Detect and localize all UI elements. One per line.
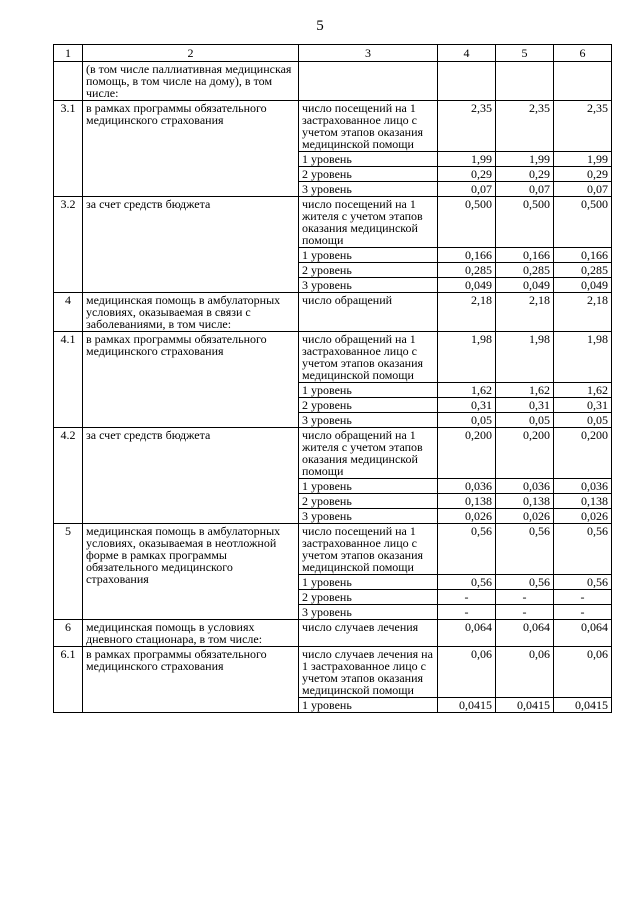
header-col-3: 3 — [299, 45, 438, 62]
row-value-col5: 1,98 — [496, 332, 554, 383]
row-number: 4 — [54, 293, 83, 332]
level-value-col5: 0,049 — [496, 278, 554, 293]
level-label: 2 уровень — [299, 263, 438, 278]
level-value-col4: 1,99 — [438, 152, 496, 167]
table-row — [54, 197, 612, 248]
row-name: медицинская помощь в амбулаторных условиях, оказываемая в связи с заболеваниями, в том числе: — [83, 293, 299, 332]
level-label: 3 уровень — [299, 509, 438, 524]
row-unit — [299, 62, 438, 101]
level-value-col5: - — [496, 590, 554, 605]
row-value-col6: 0,500 — [554, 197, 612, 248]
level-value-col5: 0,29 — [496, 167, 554, 182]
page-number: 5 — [316, 18, 324, 34]
row-number: 6 — [54, 620, 83, 647]
table-row — [54, 332, 612, 383]
level-value-col5: 1,62 — [496, 383, 554, 398]
level-label: 2 уровень — [299, 398, 438, 413]
table-row — [54, 101, 612, 152]
table-row — [54, 647, 612, 698]
row-value-col5 — [496, 62, 554, 101]
level-label: 1 уровень — [299, 698, 438, 713]
row-value-col5: 0,500 — [496, 197, 554, 248]
row-value-col4: 0,064 — [438, 620, 496, 647]
header-row — [54, 45, 612, 62]
level-label: 1 уровень — [299, 248, 438, 263]
level-value-col4: 0,29 — [438, 167, 496, 182]
level-value-col5: 0,07 — [496, 182, 554, 197]
row-name: за счет средств бюджета — [83, 428, 299, 524]
row-value-col5: 0,064 — [496, 620, 554, 647]
level-value-col6: 1,62 — [554, 383, 612, 398]
header-col-4: 4 — [438, 45, 496, 62]
table-row — [54, 524, 612, 575]
level-label: 2 уровень — [299, 494, 438, 509]
level-value-col6: 0,026 — [554, 509, 612, 524]
table-row — [54, 62, 612, 101]
table-row — [54, 620, 612, 647]
level-label: 1 уровень — [299, 575, 438, 590]
row-name: (в том числе паллиативная медицинская помощь, в том числе на дому), в том числе: — [83, 62, 299, 101]
header-col-1: 1 — [54, 45, 83, 62]
row-value-col4: 2,18 — [438, 293, 496, 332]
row-unit: число посещений на 1 застрахованное лицо с учетом этапов оказания медицинской помощи — [299, 524, 438, 575]
level-value-col5: 0,166 — [496, 248, 554, 263]
row-unit: число посещений на 1 жителя с учетом этапов оказания медицинской помощи — [299, 197, 438, 248]
level-value-col6: 0,05 — [554, 413, 612, 428]
row-unit: число случаев лечения на 1 застрахованное лицо с учетом этапов оказания медицинской помощи — [299, 647, 438, 698]
row-value-col4: 2,35 — [438, 101, 496, 152]
row-number: 4.1 — [54, 332, 83, 428]
table-row — [54, 293, 612, 332]
header-col-2: 2 — [83, 45, 299, 62]
level-label: 3 уровень — [299, 413, 438, 428]
row-unit: число посещений на 1 застрахованное лицо с учетом этапов оказания медицинской помощи — [299, 101, 438, 152]
level-value-col5: 0,0415 — [496, 698, 554, 713]
level-value-col4: 0,166 — [438, 248, 496, 263]
row-value-col6: 0,56 — [554, 524, 612, 575]
level-value-col6: 1,99 — [554, 152, 612, 167]
row-value-col4: 0,500 — [438, 197, 496, 248]
level-value-col6: 0,0415 — [554, 698, 612, 713]
row-number: 5 — [54, 524, 83, 620]
level-value-col5: 0,56 — [496, 575, 554, 590]
indicator-table — [53, 44, 612, 713]
level-value-col4: 0,036 — [438, 479, 496, 494]
row-number: 3.1 — [54, 101, 83, 197]
level-value-col6: 0,29 — [554, 167, 612, 182]
row-name: медицинская помощь в амбулаторных условиях, оказываемая в неотложной форме в рамках программы обязательного медицинского страхования — [83, 524, 299, 620]
level-value-col4: 0,285 — [438, 263, 496, 278]
table-row — [54, 428, 612, 479]
row-value-col5: 0,200 — [496, 428, 554, 479]
row-value-col6: 2,18 — [554, 293, 612, 332]
level-label: 3 уровень — [299, 605, 438, 620]
level-value-col6: 0,56 — [554, 575, 612, 590]
level-value-col5: 0,31 — [496, 398, 554, 413]
row-value-col5: 0,06 — [496, 647, 554, 698]
row-name: медицинская помощь в условиях дневного стационара, в том числе: — [83, 620, 299, 647]
level-label: 1 уровень — [299, 383, 438, 398]
row-name: в рамках программы обязательного медицинского страхования — [83, 647, 299, 713]
level-value-col4: 0,56 — [438, 575, 496, 590]
level-value-col6: 0,285 — [554, 263, 612, 278]
row-value-col5: 2,18 — [496, 293, 554, 332]
level-value-col6: 0,138 — [554, 494, 612, 509]
level-value-col4: 1,62 — [438, 383, 496, 398]
level-value-col4: 0,07 — [438, 182, 496, 197]
level-value-col4: - — [438, 590, 496, 605]
table-body — [54, 62, 612, 713]
level-value-col6: 0,049 — [554, 278, 612, 293]
level-value-col6: 0,036 — [554, 479, 612, 494]
level-value-col4: 0,0415 — [438, 698, 496, 713]
level-label: 3 уровень — [299, 182, 438, 197]
row-value-col6: 2,35 — [554, 101, 612, 152]
row-value-col4: 1,98 — [438, 332, 496, 383]
row-name: в рамках программы обязательного медицинского страхования — [83, 101, 299, 197]
level-label: 1 уровень — [299, 152, 438, 167]
level-value-col4: 0,026 — [438, 509, 496, 524]
level-value-col4: - — [438, 605, 496, 620]
row-value-col6: 0,200 — [554, 428, 612, 479]
row-value-col4 — [438, 62, 496, 101]
level-value-col6: 0,166 — [554, 248, 612, 263]
level-value-col4: 0,049 — [438, 278, 496, 293]
level-value-col5: 0,026 — [496, 509, 554, 524]
row-value-col6 — [554, 62, 612, 101]
level-value-col4: 0,31 — [438, 398, 496, 413]
row-value-col4: 0,200 — [438, 428, 496, 479]
row-name: за счет средств бюджета — [83, 197, 299, 293]
level-value-col4: 0,05 — [438, 413, 496, 428]
row-name: в рамках программы обязательного медицинского страхования — [83, 332, 299, 428]
row-value-col5: 2,35 — [496, 101, 554, 152]
row-value-col6: 0,064 — [554, 620, 612, 647]
header-col-6: 6 — [554, 45, 612, 62]
row-value-col4: 0,56 — [438, 524, 496, 575]
level-value-col4: 0,138 — [438, 494, 496, 509]
level-value-col5: 0,036 — [496, 479, 554, 494]
row-value-col6: 0,06 — [554, 647, 612, 698]
level-label: 3 уровень — [299, 278, 438, 293]
level-value-col6: - — [554, 590, 612, 605]
row-unit: число обращений — [299, 293, 438, 332]
row-number: 6.1 — [54, 647, 83, 713]
level-value-col5: 0,138 — [496, 494, 554, 509]
level-value-col5: 0,285 — [496, 263, 554, 278]
row-unit: число случаев лечения — [299, 620, 438, 647]
row-unit: число обращений на 1 жителя с учетом этапов оказания медицинской помощи — [299, 428, 438, 479]
level-label: 2 уровень — [299, 590, 438, 605]
level-label: 1 уровень — [299, 479, 438, 494]
row-value-col6: 1,98 — [554, 332, 612, 383]
level-value-col5: 1,99 — [496, 152, 554, 167]
level-label: 2 уровень — [299, 167, 438, 182]
level-value-col6: 0,07 — [554, 182, 612, 197]
row-unit: число обращений на 1 застрахованное лицо с учетом этапов оказания медицинской помощи — [299, 332, 438, 383]
row-number — [54, 62, 83, 101]
level-value-col6: - — [554, 605, 612, 620]
row-number: 4.2 — [54, 428, 83, 524]
level-value-col5: 0,05 — [496, 413, 554, 428]
row-value-col4: 0,06 — [438, 647, 496, 698]
level-value-col5: - — [496, 605, 554, 620]
row-value-col5: 0,56 — [496, 524, 554, 575]
level-value-col6: 0,31 — [554, 398, 612, 413]
header-col-5: 5 — [496, 45, 554, 62]
table-header — [54, 45, 612, 62]
row-number: 3.2 — [54, 197, 83, 293]
